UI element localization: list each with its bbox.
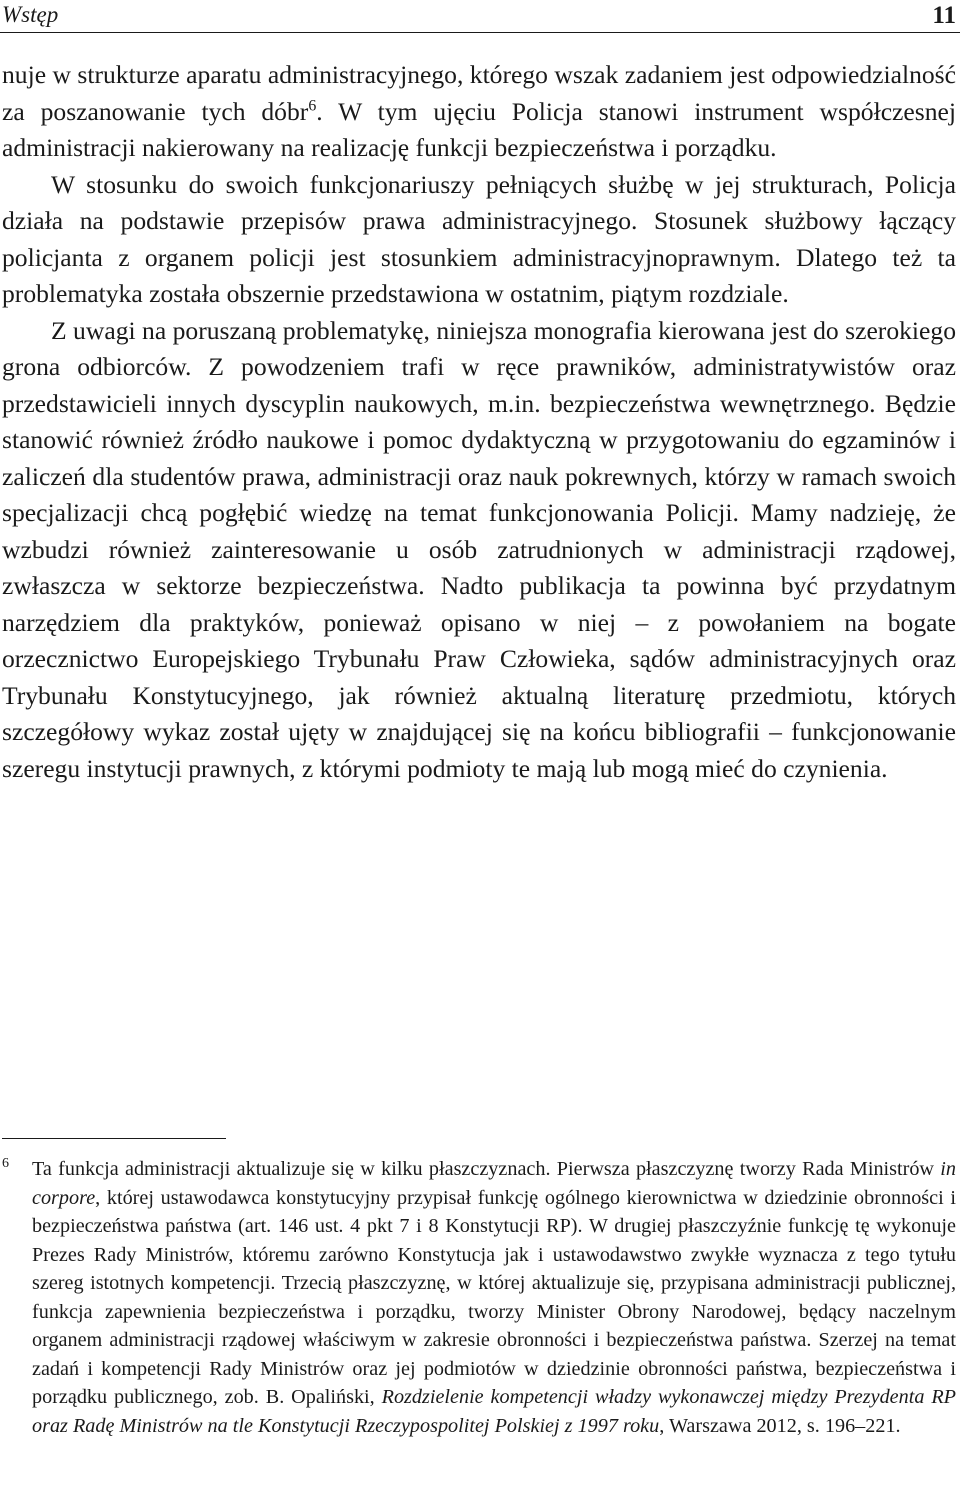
footnote-separator — [2, 1138, 226, 1139]
paragraph-1-text: nuje w strukturze aparatu administracyjnego, którego wszak zadaniem jest odpowiedzialność za poszanowanie tych dóbr — [2, 60, 956, 126]
footnote-reference[interactable]: 6 — [308, 96, 317, 114]
paragraph-1-continued: . W tym ujęciu Policja stanowi instrument współczesnej administracji nakierowany na realizację funkcji bezpieczeństwa i porządku. — [2, 96, 956, 162]
running-header — [0, 0, 960, 34]
page-number: 11 — [932, 2, 956, 29]
footnote — [2, 1155, 956, 1440]
footnote-marker: 6 — [2, 1156, 9, 1171]
footnote-text-2: , której ustawodawca konstytucyjny przypisał funkcję ogólnego kierownictwa w dziedzinie obronności i bezpieczeństwa państwa (art. 146 ust. 4 pkt 7 i 8 Konstytucji RP). W drugiej płaszczyźnie funkcję tę wykonuje Prezes Rady Ministrów, któremu zarówno Konstytucja jak i ustawodawstwo zwykłe wyznacza z tego tytułu szereg istotnych kompetencji. Trzecią płaszczyznę, w której aktualizuje się, przypisana administracji publicznej, funkcja zapewnienia bezpieczeństwa i porządku, tworzy Minister Obrony Narodowej, będący naczelnym organem administracji rządowej właściwym w zakresie obronności i bezpieczeństwa państwa. Szerzej na temat zadań i kompetencji Rady Ministrów oraz jej podmiotów w dziedzinie obronności państwa, bezpieczeństwa i porządku publicznego, zob. B. Opaliński, — [32, 1186, 956, 1408]
footnote-text-1: Ta funkcja administracji aktualizuje się w kilku płaszczyznach. Pierwsza płaszczyznę tworzy Rada Ministrów — [32, 1158, 941, 1180]
paragraph-1 — [2, 57, 956, 167]
body-text — [2, 57, 956, 787]
section-title: Wstęp — [2, 2, 59, 27]
footnote-italic-latin: in corpore — [32, 1158, 956, 1209]
footnote-text-3: , Warszawa 2012, s. 196–221. — [659, 1414, 901, 1437]
footnote-cited-title: Rozdzielenie kompetencji władzy wykonawczej między Prezydenta RP oraz Radę Ministrów na tle Konstytucji Rzeczypospolitej Polskiej z 1997 roku — [32, 1386, 956, 1437]
paragraph-2: W stosunku do swoich funkcjonariuszy pełniących służbę w jej strukturach, Policja działa na podstawie przepisów prawa administracyjnego. Stosunek służbowy łączący policjanta z organem policji jest stosunkiem administracyjnoprawnym. Dlatego też ta problematyka została obszernie przedstawiona w ostatnim, piątym rozdziale. — [2, 169, 956, 308]
paragraph-3: Z uwagi na poruszaną problematykę, niniejsza monografia kierowana jest do szerokiego grona odbiorców. Z powodzeniem trafi w ręce prawników, administratywistów oraz przedstawicieli innych dyscyplin naukowych, m.in. bezpieczeństwa wewnętrznego. Będzie stanowić również źródło naukowe i pomoc dydaktyczną w przygotowaniu do egzaminów i zaliczeń dla studentów prawa, administracji oraz nauk pokrewnych, którzy w ramach swoich specjalizacji chcą pogłębić wiedzę na temat funkcjonowania Policji. Mamy nadzieję, że wzbudzi również zainteresowanie u osób zatrudnionych w administracji rządowej, zwłaszcza w sektorze bezpieczeństwa. Nadto publikacja ta powinna być przydatnym narzędziem dla praktyków, ponieważ opisano w niej – z powołaniem na bogate orzecznictwo Europejskiego Trybunału Praw Człowieka, sądów administracyjnych oraz Trybunału Konstytucyjnego, jak również aktualną literaturę przedmiotu, których szczegółowy wykaz został ujęty w znajdującej się na końcu bibliografii – funkcjonowanie szeregu instytucji prawnych, z którymi podmioty te mają lub mogą mieć do czynienia. — [2, 315, 956, 783]
header-rule — [0, 32, 960, 33]
